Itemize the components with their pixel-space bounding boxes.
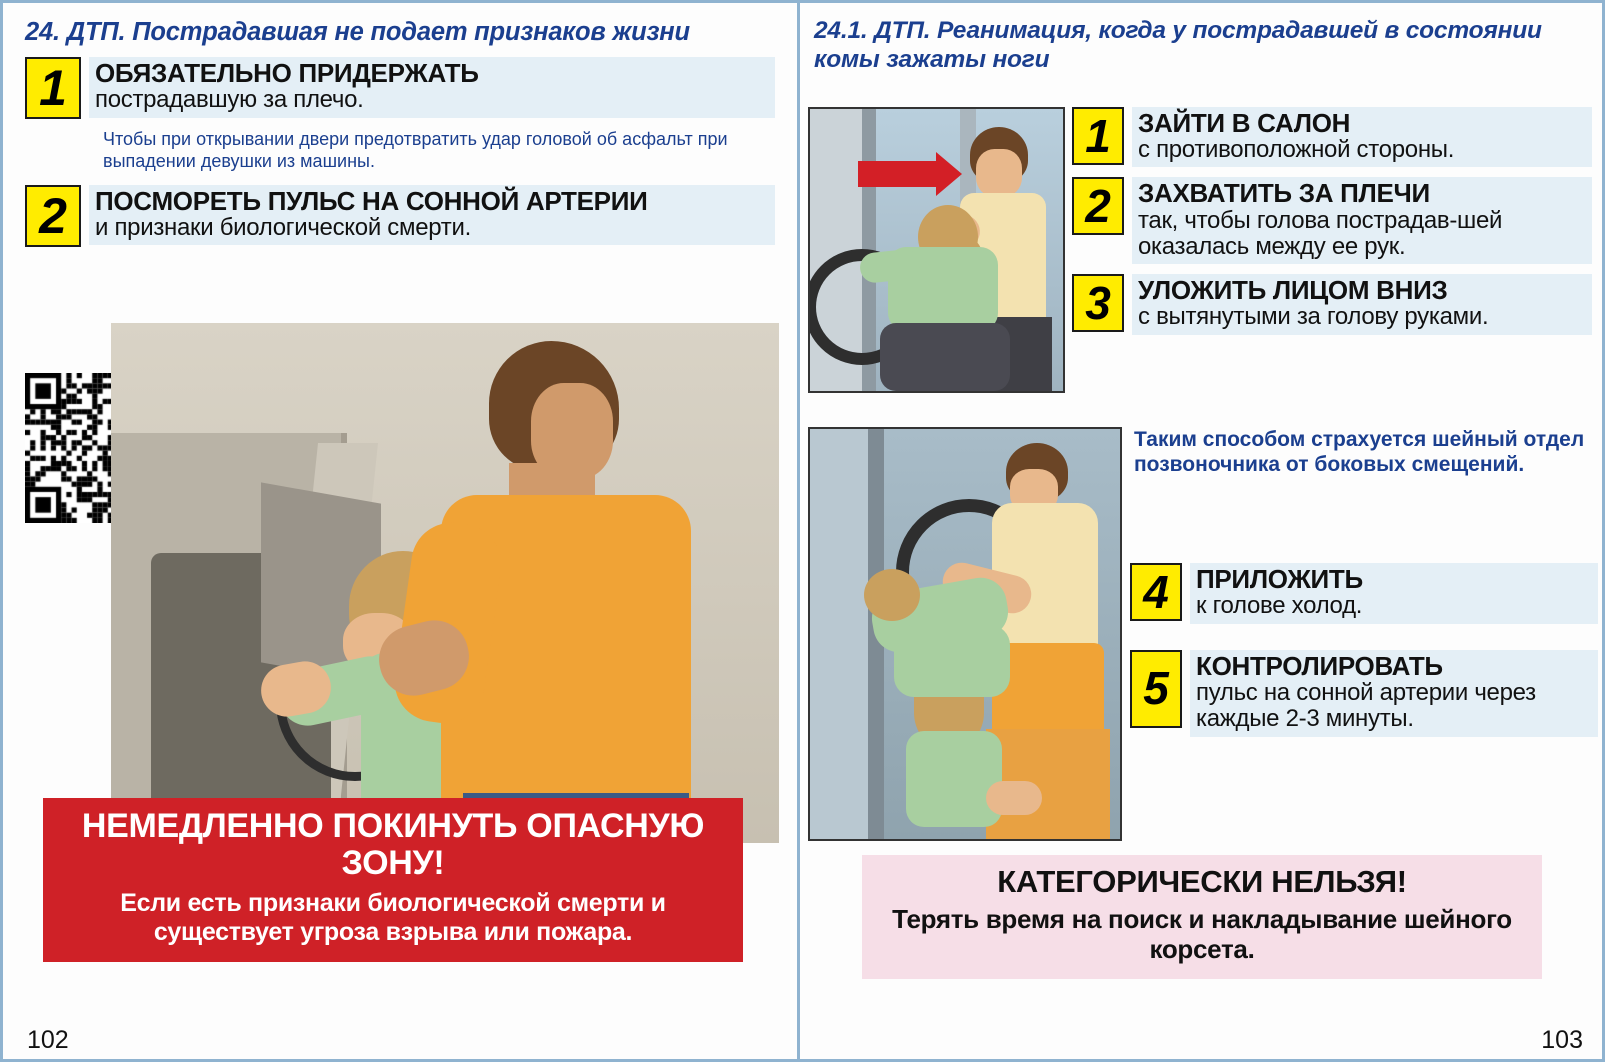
left-step-1-number: 1 xyxy=(25,57,81,119)
right-step-4-text xyxy=(1190,563,1598,623)
right-step-2 xyxy=(1072,177,1592,264)
left-danger-banner-line1: НЕМЕДЛЕННО ПОКИНУТЬ ОПАСНУЮ ЗОНУ! xyxy=(81,807,705,883)
left-step-2 xyxy=(25,185,775,247)
left-step-2-subtitle: и признаки биологической смерти. xyxy=(95,214,471,242)
right-step-3-subtitle: с вытянутыми за голову руками. xyxy=(1138,303,1489,331)
right-step-3-title: УЛОЖИТЬ ЛИЦОМ ВНИЗ xyxy=(1138,275,1448,306)
left-step-2-title: ПОСМОРЕТЬ ПУЛЬС НА СОННОЙ АРТЕРИИ xyxy=(95,185,648,216)
left-step-2-number: 2 xyxy=(25,185,81,247)
left-danger-banner-line2: Если есть признаки биологической смерти и существует угроза взрыва или пожара. xyxy=(120,888,666,947)
right-step-5-subtitle: пульс на сонной артерии через каждые 2-3 минуты. xyxy=(1196,678,1536,733)
left-danger-banner xyxy=(43,798,743,962)
right-step-5-number: 5 xyxy=(1130,650,1182,728)
right-step-1-text xyxy=(1132,107,1592,167)
right-step-3-text xyxy=(1132,274,1592,334)
right-forbidden-banner-line2: Терять время на поиск и накладывание шейного корсета. xyxy=(892,903,1512,965)
left-step-1-subtitle: пострадавшую за плечо. xyxy=(95,86,364,114)
left-step-1-title: ОБЯЗАТЕЛЬНО ПРИДЕРЖАТЬ xyxy=(95,58,479,89)
right-step-5-text xyxy=(1190,650,1598,737)
left-step-2-text xyxy=(89,185,775,245)
illustration-holding-victim xyxy=(111,323,779,843)
right-step-1 xyxy=(1072,107,1592,167)
right-step-3-number: 3 xyxy=(1072,274,1124,332)
illustration-face-down-position xyxy=(808,427,1122,841)
right-step-1-subtitle: с противоположной стороны. xyxy=(1138,136,1455,164)
right-step-5-title: КОНТРОЛИРОВАТЬ xyxy=(1196,650,1443,681)
right-page xyxy=(800,3,1605,1062)
left-page-title: 24. ДТП. Пострадавшая не подает признаков жизни xyxy=(25,18,690,46)
right-step-2-subtitle: так, чтобы голова пострадав-шей оказалась между ее рук. xyxy=(1138,206,1503,260)
right-note: Таким способом страхуется шейный отдел позвоночника от боковых смещений. xyxy=(1134,428,1585,477)
right-steps-top xyxy=(1072,107,1592,345)
right-step-4-subtitle: к голове холод. xyxy=(1196,592,1363,620)
right-step-4-number: 4 xyxy=(1130,563,1182,621)
right-forbidden-banner xyxy=(862,855,1542,979)
right-lower-block xyxy=(1130,427,1598,747)
right-step-4-title: ПРИЛОЖИТЬ xyxy=(1196,564,1363,595)
right-step-2-text xyxy=(1132,177,1592,264)
left-step-1-text xyxy=(89,57,775,117)
right-step-2-number: 2 xyxy=(1072,177,1124,235)
right-step-1-number: 1 xyxy=(1072,107,1124,165)
illustration-enter-cabin xyxy=(808,107,1065,393)
right-step-1-title: ЗАЙТИ В САЛОН xyxy=(1138,108,1351,138)
left-page-number: 102 xyxy=(27,1026,69,1054)
right-page-title: 24.1. ДТП. Реанимация, когда у пострадавшей в состоянии комы зажаты ноги xyxy=(814,17,1542,73)
right-forbidden-banner-line1: КАТЕГОРИЧЕСКИ НЕЛЬЗЯ! xyxy=(997,864,1407,899)
left-page xyxy=(3,3,797,1062)
left-note: Чтобы при открывании двери предотвратить удар головой об асфальт при выпадении девушки из машины. xyxy=(103,129,728,172)
left-step-1 xyxy=(25,57,775,119)
right-step-4 xyxy=(1130,563,1598,623)
right-step-5 xyxy=(1130,650,1598,737)
right-step-3 xyxy=(1072,274,1592,334)
right-step-2-title: ЗАХВАТИТЬ ЗА ПЛЕЧИ xyxy=(1138,178,1430,209)
right-page-number: 103 xyxy=(1541,1026,1583,1054)
